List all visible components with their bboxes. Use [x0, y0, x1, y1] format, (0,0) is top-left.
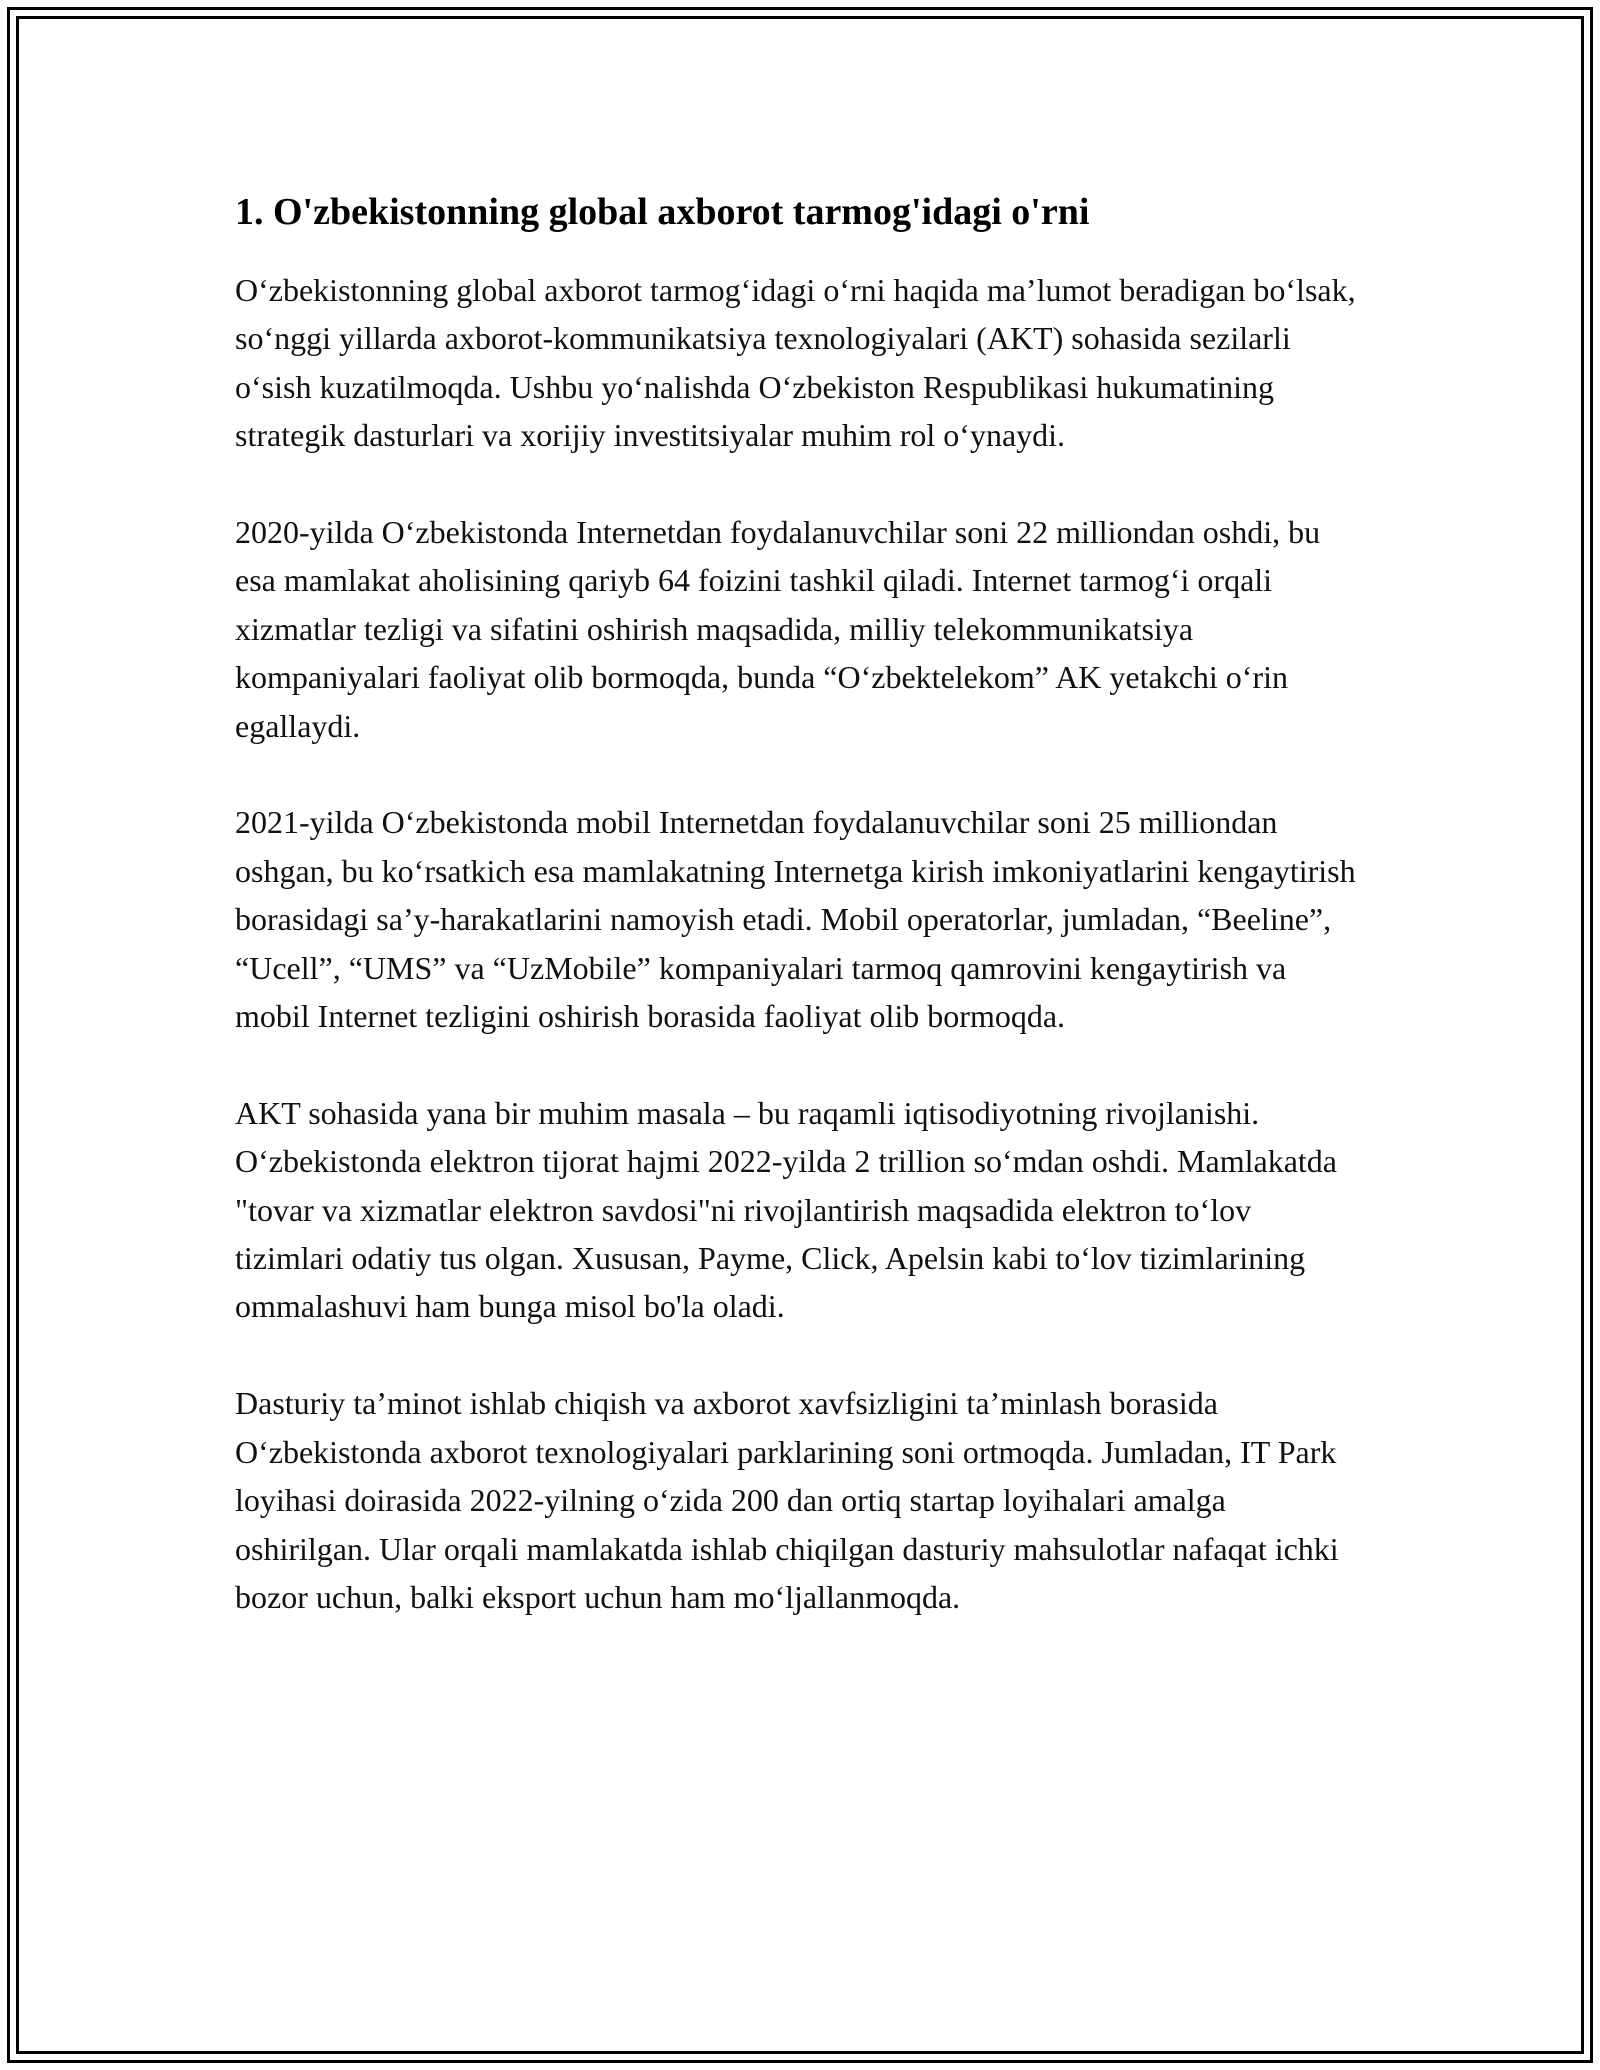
paragraph-3: 2021-yilda O‘zbekistonda mobil Internetdan foydalanuvchilar soni 25 milliondan oshgan, bu ko‘rsatkich esa mamlakatning Internetga kirish imkoniyatlarini kengaytirish borasidagi sa’y-harakatlarini namoyish etadi. Mobil operatorlar, jumladan, “Beeline”, “Ucell”, “UMS” va “UzMobile” kompaniyalari tarmoq qamrovini kengaytirish va mobil Internet tezligini oshirish borasida faoliyat olib bormoqda. [235, 804, 1356, 1035]
paragraph-5: Dasturiy ta’minot ishlab chiqish va axborot xavfsizligini ta’minlash borasida O‘zbekistonda axborot texnologiyalari parklarining soni ortmoqda. Jumladan, IT Park loyihasi doirasida 2022-yilning o‘zida 200 dan ortiq startap loyihalari amalga oshirilgan. Ular orqali mamlakatda ishlab chiqilgan dasturiy mahsulotlar nafaqat ichki bozor uchun, balki eksport uchun ham mo‘ljallanmoqda. [235, 1385, 1339, 1615]
paragraph-1: O‘zbekistonning global axborot tarmog‘idagi o‘rni haqida ma’lumot beradigan bo‘lsak, so‘nggi yillarda axborot-kommunikatsiya texnologiyalari (AKT) sohasida sezilarli o‘sish kuzatilmoqda. Ushbu yo‘nalishda O‘zbekiston Respublikasi hukumatining strategik dasturlari va xorijiy investitsiyalar muhim rol o‘ynaydi. [235, 272, 1356, 454]
paragraph-4: AKT sohasida yana bir muhim masala – bu raqamli iqtisodiyotning rivojlanishi. O‘zbekistonda elektron tijorat hajmi 2022-yilda 2 trillion so‘mdan oshdi. Mamlakatda "tovar va xizmatlar elektron savdosi"ni rivojlantirish maqsadida elektron to‘lov tizimlari odatiy tus olgan. Xususan, Payme, Click, Apelsin kabi to‘lov tizimlarining ommalashuvi ham bunga misol bo'la oladi. [235, 1094, 1337, 1325]
paragraph-2: 2020-yilda O‘zbekistonda Internetdan foydalanuvchilar soni 22 milliondan oshdi, bu esa mamlakat aholisining qariyb 64 foizini tashkil qiladi. Internet tarmog‘i orqali xizmatlar tezligi va sifatini oshirish maqsadida, milliy telekommunikatsiya kompaniyalari faoliyat olib bormoqda, bunda “O‘zbektelekom” AK yetakchi o‘rin egallaydi. [235, 514, 1321, 744]
page-title: 1. O'zbekistonning global axborot tarmog'idagi o'rni [235, 191, 1090, 233]
document-body [235, 186, 1365, 1670]
